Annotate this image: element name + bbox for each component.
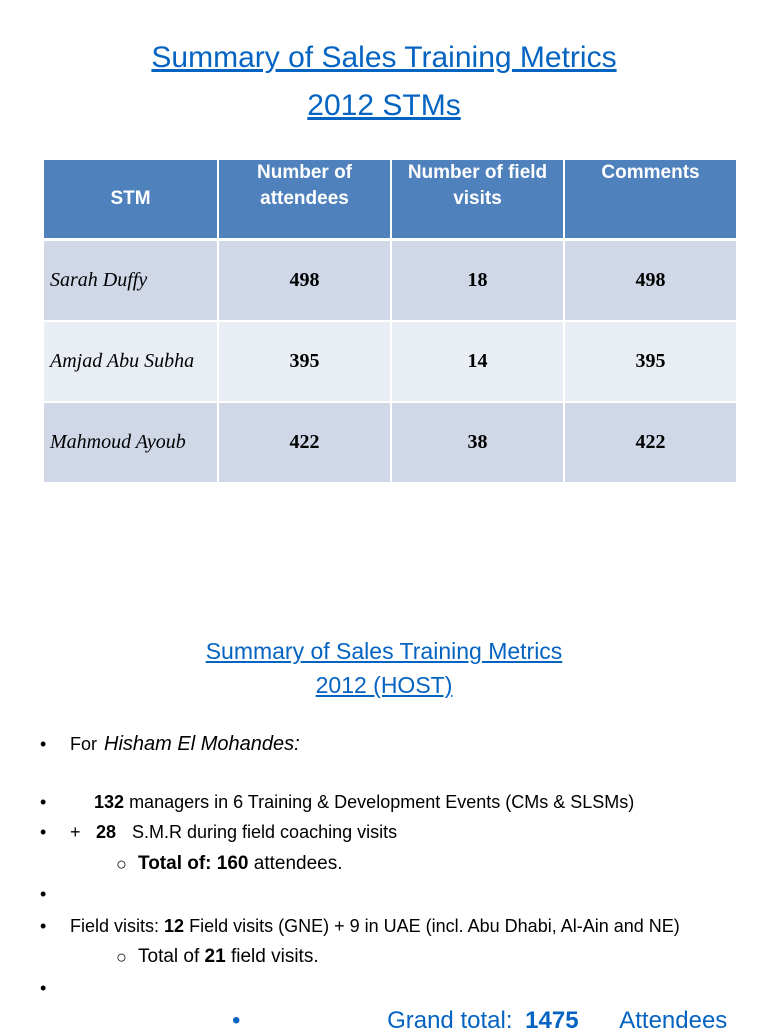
plus-sign: + xyxy=(70,822,81,842)
grand-total-value: 1475 xyxy=(525,1007,579,1034)
smr-text: S.M.R during field coaching visits xyxy=(132,822,398,842)
bullet-icon: • xyxy=(40,978,47,998)
grand-total-unit: Attendees xyxy=(619,1007,728,1034)
column-header-attendees: Number of attendees xyxy=(218,160,391,240)
table-row xyxy=(44,240,736,322)
field-visits-cell: 18 xyxy=(391,240,564,322)
smr-count: 28 xyxy=(96,822,117,842)
comments-cell: 422 xyxy=(564,402,736,483)
column-header-stm: STM xyxy=(44,160,218,240)
host-name: Hisham El Mohandes: xyxy=(104,733,300,755)
attendees-cell: 498 xyxy=(218,240,391,322)
circle-bullet-icon: ○ xyxy=(116,947,127,967)
attendees-cell: 422 xyxy=(218,402,391,483)
host-title-line2: 2012 (HOST) xyxy=(315,672,453,698)
column-header-comments: Comments xyxy=(564,160,736,240)
table-row xyxy=(44,402,736,483)
total-visits-suffix: field visits. xyxy=(230,946,319,967)
field-visits-text: Field visits (GNE) + 9 in UAE (incl. Abu Dhabi, Al-Ain and NE) xyxy=(189,916,680,936)
main-title-line2: 2012 STMs xyxy=(307,89,461,122)
total-visits-count: 21 xyxy=(204,946,226,967)
host-title-line1: Summary of Sales Training Metrics xyxy=(205,638,563,664)
field-visits-cell: 14 xyxy=(391,321,564,402)
stm-metrics-table xyxy=(44,160,736,484)
managers-text: managers in 6 Training & Development Events (CMs & SLSMs) xyxy=(129,792,635,812)
stm-name-cell: Sarah Duffy xyxy=(44,240,218,322)
stm-name-cell: Mahmoud Ayoub xyxy=(44,402,218,483)
bullet-icon: • xyxy=(232,1007,241,1034)
total-attendees-count: 160 xyxy=(216,853,249,874)
total-attendees-prefix: Total of: xyxy=(138,853,212,874)
field-visits-cell: 38 xyxy=(391,402,564,483)
table-header-row xyxy=(44,160,736,240)
field-visits-prefix: Field visits: xyxy=(70,916,160,936)
main-title-line1: Summary of Sales Training Metrics xyxy=(151,41,617,74)
table-row xyxy=(44,321,736,402)
bullet-icon: • xyxy=(40,734,47,754)
column-header-field-visits: Number of field visits xyxy=(391,160,564,240)
comments-cell: 395 xyxy=(564,321,736,402)
total-visits-prefix: Total of xyxy=(138,946,200,967)
managers-count: 132 xyxy=(94,792,125,812)
stm-name-cell: Amjad Abu Subha xyxy=(44,321,218,402)
grand-total-label: Grand total: xyxy=(387,1007,513,1034)
attendees-cell: 395 xyxy=(218,321,391,402)
bullet-icon: • xyxy=(40,822,47,842)
bullet-icon: • xyxy=(40,916,47,936)
bullet-icon: • xyxy=(40,792,47,812)
circle-bullet-icon: ○ xyxy=(116,854,127,874)
field-visits-count: 12 xyxy=(164,916,185,936)
grand-total-line xyxy=(232,1006,727,1036)
bullet-icon: • xyxy=(40,884,47,904)
for-prefix: For xyxy=(70,734,97,754)
total-attendees-suffix: attendees. xyxy=(253,853,343,874)
comments-cell: 498 xyxy=(564,240,736,322)
